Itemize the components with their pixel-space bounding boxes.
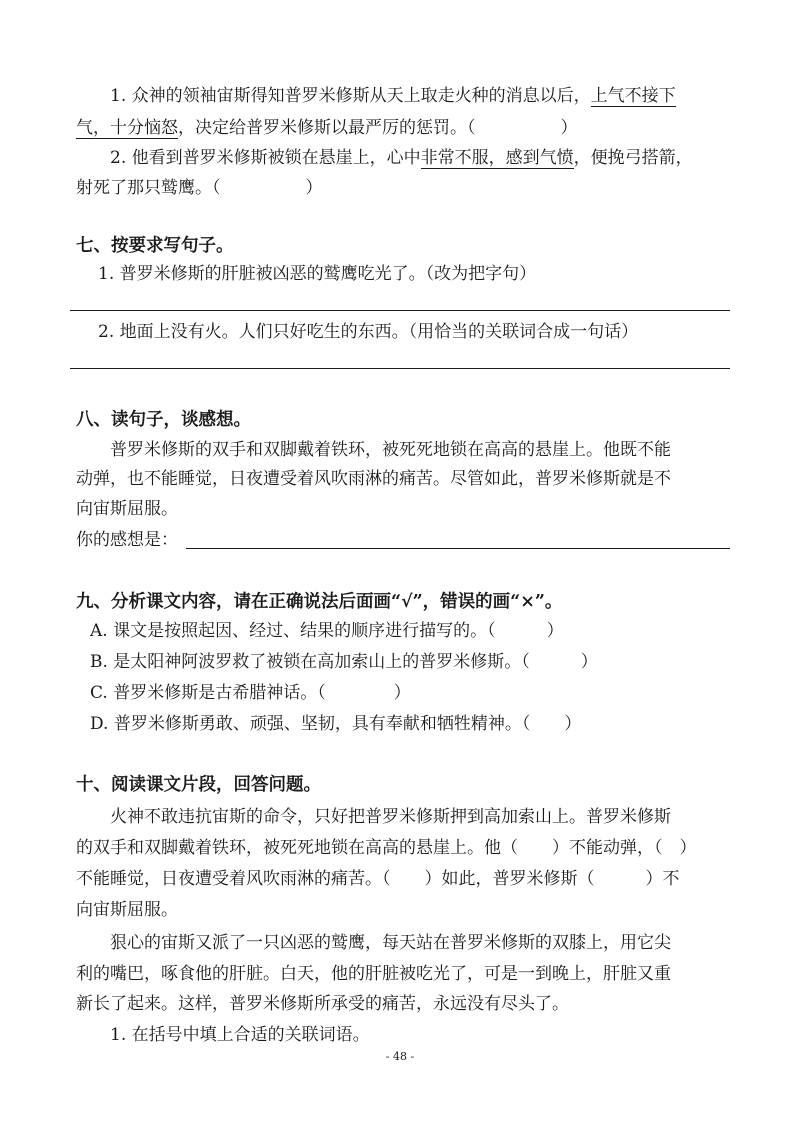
section-9-heading: 九、分析课文内容，请在正确说法后面画“√”，错误的画“×”。 (76, 592, 563, 612)
q9-option-b: B. 是太阳神阿波罗救了被锁在高加索山上的普罗米修斯。（ ） (90, 652, 598, 672)
q10-passage-line: 利的嘴巴，啄食他的肝脏。白天，他的肝脏被吃光了，可是一到晚上，肝脏又重 (76, 964, 671, 984)
q6-item-1: 1. 众神的领袖宙斯得知普罗米修斯从天上取走火种的消息以后，上气不接下 (110, 86, 676, 106)
section-7-heading: 七、按要求写句子。 (76, 236, 234, 256)
q10-passage-line: 新长了起来。这样，普罗米修斯所承受的痛苦，永远没有尽头了。 (76, 994, 569, 1014)
q10-passage-line: 不能睡觉，日夜遭受着风吹雨淋的痛苦。（ ）如此，普罗米修斯（ ）不 (76, 869, 680, 889)
q6-item-1-cont: 气，十分恼怒，决定给普罗米修斯以最严厉的惩罚。（ ） (76, 118, 578, 138)
q9-option-a: A. 课文是按照起因、经过、结果的顺序进行描写的。（ ） (90, 621, 564, 641)
q9-option-c: C. 普罗米修斯是古希腊神话。（ ） (90, 683, 411, 703)
page-number: - 48 - (385, 1050, 415, 1063)
underlined-phrase: 气，十分恼怒 (76, 118, 178, 138)
answer-line[interactable] (186, 548, 730, 549)
q6-item-2-cont: 射死了那只鹫鹰。（ ） (76, 178, 323, 198)
answer-line[interactable] (70, 310, 730, 311)
q7-item-2: 2. 地面上没有火。人们只好吃生的东西。（用恰当的关联词合成一句话） (98, 322, 639, 342)
underlined-phrase: 非常不服，感到气愤 (420, 148, 574, 168)
q10-passage-line: 的双手和双脚戴着铁环，被死死地锁在高高的悬崖上。他（ ）不能动弹，（ ） (76, 838, 697, 858)
q8-prompt: 你的感想是： (76, 530, 178, 550)
q7-item-1: 1. 普罗米修斯的肝脏被凶恶的鹫鹰吃光了。（改为把字句） (98, 264, 537, 284)
q10-passage-line: 狠心的宙斯又派了一只凶恶的鹫鹰，每天站在普罗米修斯的双膝上，用它尖 (110, 933, 671, 953)
q10-passage-line: 火神不敢违抗宙斯的命令，只好把普罗米修斯押到高加索山上。普罗米修斯 (110, 807, 671, 827)
section-10-heading: 十、阅读课文片段，回答问题。 (76, 775, 321, 795)
q9-option-d: D. 普罗米修斯勇敢、顽强、坚韧，具有奉献和牺牲精神。（ ） (90, 714, 582, 734)
answer-line[interactable] (70, 368, 730, 369)
q10-item-1: 1. 在括号中填上合适的关联词语。 (110, 1025, 370, 1045)
underlined-phrase: 上气不接下 (590, 86, 676, 106)
q6-item-2: 2. 他看到普罗米修斯被锁在悬崖上，心中非常不服，感到气愤，便挽弓搭箭， (110, 148, 693, 168)
q10-passage-line: 向宙斯屈服。 (76, 900, 178, 920)
q8-passage-line: 动弹，也不能睡觉，日夜遭受着风吹雨淋的痛苦。尽管如此，普罗米修斯就是不 (76, 469, 671, 489)
q8-passage-line: 普罗米修斯的双手和双脚戴着铁环，被死死地锁在高高的悬崖上。他既不能 (110, 440, 671, 460)
q8-passage-line: 向宙斯屈服。 (76, 499, 178, 519)
section-8-heading: 八、读句子，谈感想。 (76, 410, 251, 430)
